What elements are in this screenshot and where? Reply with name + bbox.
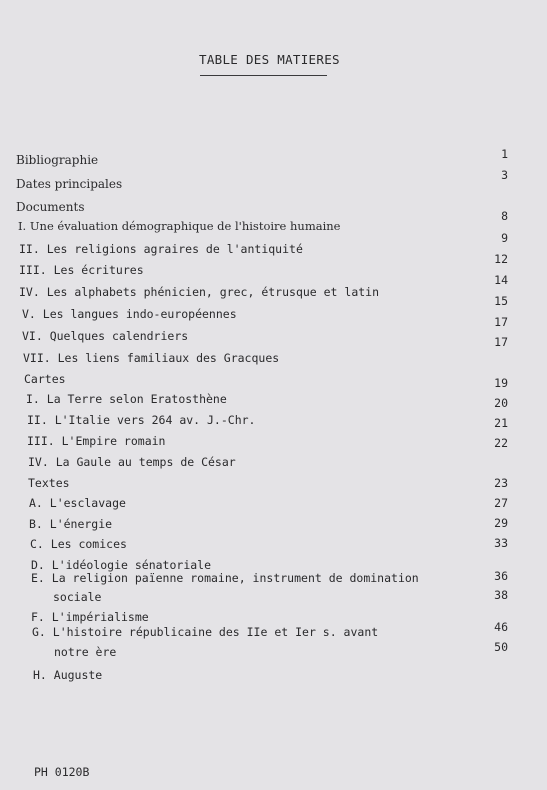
- page-number: 33: [494, 536, 508, 550]
- entry-texte-f: F. L'impérialisme: [31, 610, 149, 624]
- page-number: 21: [494, 416, 508, 430]
- entry-doc-4: IV. Les alphabets phénicien, grec, étrusque et latin: [19, 285, 380, 299]
- page-number: 23: [494, 476, 508, 490]
- entry-texte-a: A. L'esclavage: [29, 496, 126, 510]
- page-number: 27: [494, 496, 508, 510]
- entry-doc-7: VII. Les liens familiaux des Gracques: [23, 351, 280, 365]
- page-number: 3: [501, 168, 508, 182]
- entry-carte-4: IV. La Gaule au temps de César: [28, 455, 236, 469]
- page-number: 9: [501, 231, 508, 245]
- page-number: 46: [494, 620, 508, 634]
- entry-carte-1: I. La Terre selon Eratosthène: [26, 392, 227, 406]
- toc-title: TABLE DES MATIERES: [199, 52, 340, 67]
- page-number: 36: [494, 569, 508, 583]
- entry-doc-1: I. Une évaluation démographique de l'histoire humaine: [18, 219, 341, 233]
- page-number: 17: [494, 335, 508, 349]
- entry-doc-2: II. Les religions agraires de l'antiquité: [19, 242, 303, 256]
- page-number: 38: [494, 588, 508, 602]
- entry-dates: Dates principales: [16, 177, 123, 191]
- entry-texte-b: B. L'énergie: [29, 517, 113, 531]
- entry-doc-5: V. Les langues indo-européennes: [22, 307, 237, 321]
- entry-doc-6: VI. Quelques calendriers: [22, 329, 189, 343]
- entry-texte-e: E. La religion païenne romaine, instrument de domination: [31, 571, 419, 585]
- entry-cartes-heading: Cartes: [24, 372, 66, 386]
- entry-texte-g-cont: notre ère: [54, 645, 117, 659]
- entry-doc-3: III. Les écritures: [19, 263, 144, 277]
- entry-carte-3: III. L'Empire romain: [27, 434, 166, 448]
- page-number: 1: [501, 147, 508, 161]
- page-number: 17: [494, 315, 508, 329]
- page-number: 15: [494, 294, 508, 308]
- entry-texte-d: D. L'idéologie sénatoriale: [31, 558, 212, 572]
- entry-carte-2: II. L'Italie vers 264 av. J.-Chr.: [27, 413, 256, 427]
- page-number: 22: [494, 436, 508, 450]
- title-underline: [200, 75, 327, 76]
- entry-texte-g: G. L'histoire républicaine des IIe et Ier s. avant: [32, 625, 379, 639]
- entry-texte-e-cont: sociale: [53, 590, 102, 604]
- entry-documents-heading: Documents: [16, 200, 85, 214]
- page-number: 12: [494, 252, 508, 266]
- document-code: PH 0120B: [34, 765, 90, 779]
- page-number: 20: [494, 396, 508, 410]
- page-number: 19: [494, 376, 508, 390]
- entry-texte-h: H. Auguste: [33, 668, 103, 682]
- page-number: 14: [494, 273, 508, 287]
- page-number: 8: [501, 209, 508, 223]
- entry-textes-heading: Textes: [28, 476, 70, 490]
- entry-bibliographie: Bibliographie: [16, 153, 99, 167]
- entry-texte-c: C. Les comices: [30, 537, 127, 551]
- page-number: 50: [494, 640, 508, 654]
- page-number: 29: [494, 516, 508, 530]
